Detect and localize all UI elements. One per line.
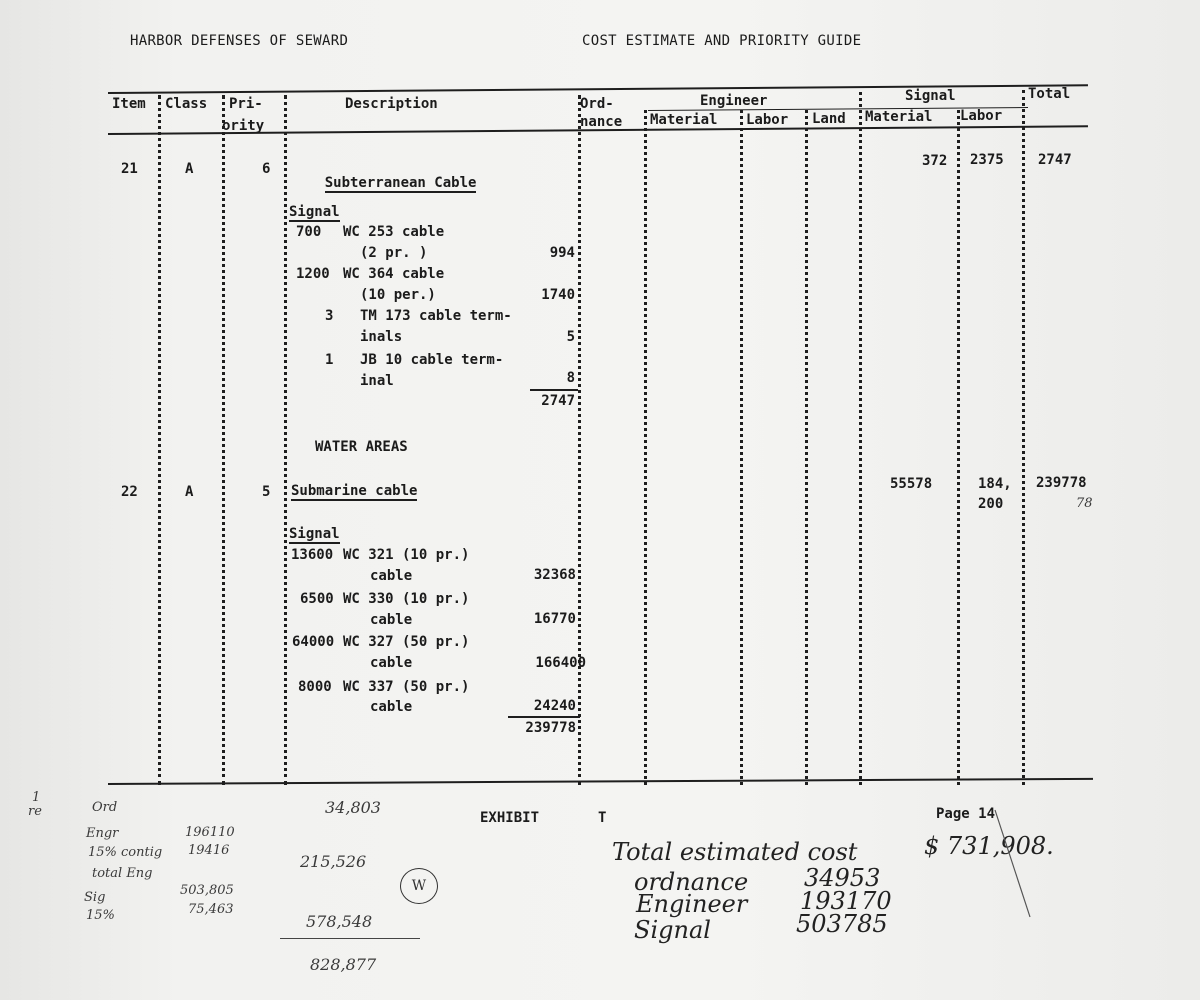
hand-note-contig: 15% contig [88, 845, 163, 860]
item22-total-note: 78 [1076, 496, 1093, 511]
col-signal: Signal [905, 88, 956, 104]
item22-signal-labor-2: 200 [978, 496, 1004, 512]
col-description: Description [345, 96, 438, 112]
col-sep [644, 110, 647, 785]
item22-line-2-desc: WC 330 (10 pr.) [343, 591, 470, 607]
item21-title-word1: Subterranean Cable [324, 175, 477, 191]
col-ordnance: Ord- [580, 96, 614, 112]
col-eng-material: Material [650, 112, 718, 128]
hand-center-value: 578,548 [306, 912, 373, 931]
item22-line-6-qty: 8000 [298, 679, 332, 695]
item21-number: 21 [121, 161, 138, 177]
hand-center-value: 215,526 [300, 852, 367, 871]
item21-line-1-desc: (2 pr. ) [360, 245, 428, 261]
item21-subtotal: 2747 [541, 393, 575, 409]
col-sep [859, 92, 862, 785]
hand-breakdown-value: 503785 [796, 910, 888, 938]
hand-note-ord: Ord [92, 800, 118, 815]
col-sig-labor: Labor [960, 108, 1003, 124]
item22-line-7-amount: 24240 [533, 698, 576, 714]
hand-value: 19416 [188, 843, 230, 858]
col-item: Item [112, 96, 146, 112]
item21-class: A [185, 161, 194, 177]
item21-line-1-amount: 994 [549, 245, 575, 261]
hand-mark: re [28, 804, 42, 819]
item21-line-2-desc: WC 364 cable [343, 266, 445, 282]
item22-line-3-desc: cable [370, 612, 413, 628]
hand-note-sig: Sig [84, 890, 106, 905]
item22-line-5-amount: 166400 [535, 655, 586, 671]
hand-center-value: 34,803 [325, 798, 381, 817]
item21-line-0-desc: WC 253 cable [343, 224, 445, 240]
col-eng-labor: Labor [746, 112, 789, 128]
col-ordnance-2: nance [580, 114, 623, 130]
header-right: COST ESTIMATE AND PRIORITY GUIDE [582, 33, 862, 49]
item21-signal-labor: 2375 [970, 152, 1004, 168]
item21-line-4-qty: 3 [325, 308, 334, 324]
item21-priority: 6 [262, 161, 271, 177]
item21-total: 2747 [1038, 152, 1072, 168]
item22-line-7-desc: cable [370, 699, 413, 715]
item22-line-4-desc: WC 327 (50 pr.) [343, 634, 470, 650]
hand-total-label: Total estimated cost [612, 838, 858, 866]
hand-value: 75,463 [188, 902, 234, 917]
item21-line-7-amount: 8 [566, 370, 575, 386]
item22-line-1-desc: cable [370, 568, 413, 584]
item22-line-0-desc: WC 321 (10 pr.) [343, 547, 470, 563]
col-sep [284, 95, 287, 785]
col-sep [158, 95, 161, 785]
item22-line-5-desc: cable [370, 655, 413, 671]
item22-line-2-qty: 6500 [300, 591, 334, 607]
hand-breakdown-value: 34953 [804, 864, 881, 892]
item21-subhead [289, 204, 340, 220]
item22-subtotal-rule [508, 716, 580, 718]
item21-line-5-desc: inals [360, 329, 403, 345]
item21-line-6-qty: 1 [325, 352, 334, 368]
item21-line-4-desc: TM 173 cable term- [360, 308, 512, 324]
col-priority: Pri- [229, 96, 263, 112]
item22-total: 239778 [1036, 475, 1087, 491]
col-class: Class [165, 96, 208, 112]
item22-line-0-qty: 13600 [291, 547, 334, 563]
hand-value: 196110 [185, 825, 235, 840]
col-sep [957, 110, 960, 785]
section-water-areas: WATER AREAS [315, 439, 408, 455]
item22-class: A [185, 484, 194, 500]
item21-line-6-desc: JB 10 cable term- [360, 352, 504, 368]
item22-subtotal: 239778 [525, 720, 576, 736]
footer-exhibit-letter: T [598, 810, 607, 826]
item22-line-3-amount: 16770 [533, 611, 576, 627]
hand-strike-mark [985, 805, 1045, 925]
item21-line-3-desc: (10 per.) [360, 287, 436, 303]
hand-note-engr: Engr [86, 826, 119, 841]
item21-subtotal-rule [530, 389, 578, 391]
item22-title-text: Submarine cable [291, 483, 418, 499]
col-eng-land: Land [812, 111, 846, 127]
hand-breakdown-label: ordnance [634, 868, 749, 896]
col-sep [1022, 90, 1025, 785]
hand-mark: 1 [32, 790, 41, 805]
header-left: HARBOR DEFENSES OF SEWARD [130, 33, 349, 49]
hand-note-total-eng: total Eng [92, 866, 153, 881]
hand-breakdown-label: Engineer [636, 890, 748, 918]
col-priority-2: ority [222, 118, 265, 134]
col-sig-material: Material [865, 109, 933, 125]
item22-number: 22 [121, 484, 138, 500]
item21-line-3-amount: 1740 [541, 287, 575, 303]
col-engineer: Engineer [700, 93, 768, 109]
item22-signal-labor-1: 184, [978, 476, 1012, 492]
hand-breakdown-value: 193170 [800, 887, 892, 915]
col-sep [740, 110, 743, 785]
item22-subhead [289, 526, 340, 542]
item22-priority: 5 [262, 484, 271, 500]
hand-circled-letter: W [400, 868, 438, 904]
hand-value: 503,805 [180, 883, 234, 898]
table-bottom-rule [108, 778, 1093, 785]
item22-line-1-amount: 32368 [533, 567, 576, 583]
item21-subhead-label: Signal [289, 204, 340, 220]
item22-subhead-label: Signal [289, 526, 340, 542]
col-total: Total [1028, 86, 1071, 102]
item22-line-4-qty: 64000 [292, 634, 335, 650]
col-sep [222, 95, 225, 785]
item21-title [291, 159, 476, 207]
item21-line-7-desc: inal [360, 373, 394, 389]
col-sep [805, 110, 808, 785]
item21-signal-material: 372 [922, 153, 948, 169]
footer-exhibit: EXHIBIT [480, 810, 540, 826]
item22-title [291, 483, 417, 499]
hand-note-sig-pct: 15% [86, 908, 115, 923]
item21-line-5-amount: 5 [566, 329, 575, 345]
item22-signal-material: 55578 [890, 476, 933, 492]
item22-line-6-desc: WC 337 (50 pr.) [343, 679, 470, 695]
hand-breakdown-label: Signal [634, 916, 711, 944]
hand-sum-rule [280, 938, 420, 939]
item21-line-0-qty: 700 [296, 224, 322, 240]
item21-line-2-qty: 1200 [296, 266, 330, 282]
col-sep [578, 95, 581, 785]
hand-center-value: 828,877 [310, 955, 377, 974]
hand-total-value: $ 731,908. [924, 832, 1054, 860]
footer-page: Page 14 [936, 806, 996, 822]
